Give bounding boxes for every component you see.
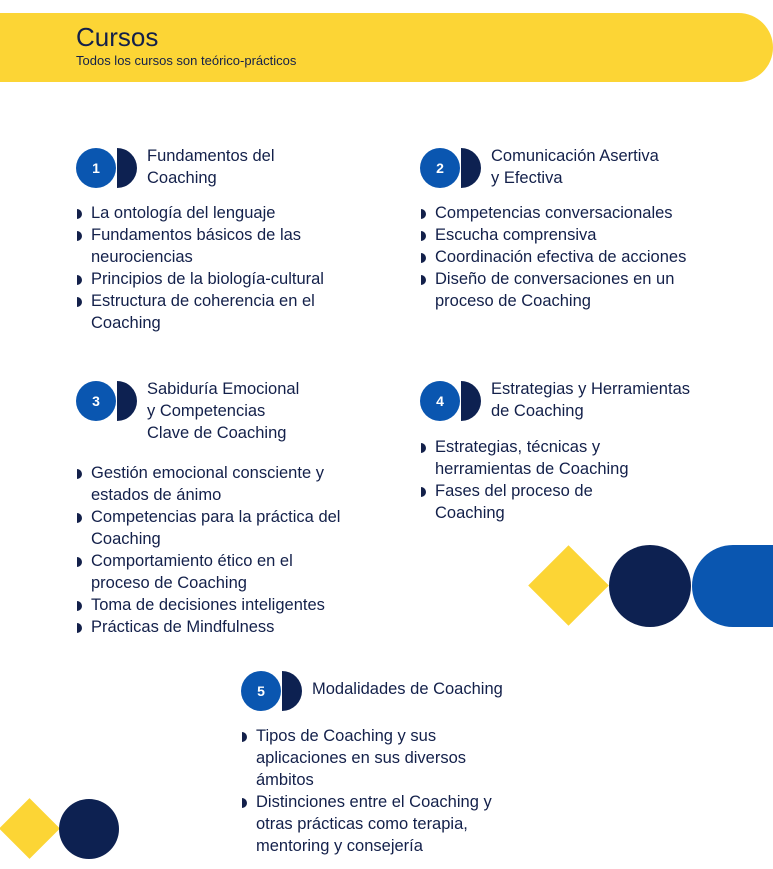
course-topics [420,436,665,524]
list-item: Competencias conversacionales [420,202,710,224]
list-item: Distinciones entre el Coaching y otras prácticas como terapia, mentoring y consejería [241,791,513,857]
yellow-diamond-shape [0,798,60,859]
list-item: Estructura de coherencia en el Coaching [76,290,336,334]
bullet-icon [77,275,82,285]
bullet-icon [421,209,426,219]
course-3 [76,380,366,636]
list-item: Toma de decisiones inteligentes [76,594,356,616]
course-2 [420,147,740,310]
bullet-icon [242,732,247,742]
list-item: Gestión emocional consciente y estados de ánimo [76,462,356,506]
course-number-badge: 3 [76,381,137,422]
bullet-icon [77,231,82,241]
navy-circle-shape [59,799,119,859]
course-title: Fundamentos del Coaching [147,147,275,187]
bullet-icon [242,798,247,808]
bullet-icon [77,601,82,611]
course-number-badge: 4 [420,381,481,422]
course-title: Estrategias y Herramientas de Coaching [491,380,690,420]
list-item: Coordinación efectiva de acciones [420,246,710,268]
course-number-badge: 5 [241,671,302,712]
bullet-icon [421,275,426,285]
page-subtitle: Todos los cursos son teórico-prácticos [76,53,297,68]
course-number-badge: 1 [76,148,137,189]
blue-rounded-shape [692,545,773,627]
list-item: Fases del proceso de Coaching [420,480,665,524]
course-5 [241,671,541,855]
list-item: Competencias para la práctica del Coaching [76,506,356,550]
course-title: Comunicación Asertiva y Efectiva [491,147,659,187]
list-item: Tipos de Coaching y sus aplicaciones en sus diversos ámbitos [241,725,513,791]
list-item: La ontología del lenguaje [76,202,336,224]
navy-circle-shape [609,545,691,627]
bullet-icon [421,487,426,497]
bullet-icon [421,231,426,241]
bullet-icon [77,513,82,523]
list-item: Diseño de conversaciones en un proceso de Coaching [420,268,710,312]
course-topics [76,202,336,334]
list-item: Principios de la biología-cultural [76,268,336,290]
list-item: Escucha comprensiva [420,224,710,246]
course-topics [420,202,710,312]
course-4 [420,380,740,522]
course-title: Modalidades de Coaching [312,680,503,698]
bullet-icon [77,623,82,633]
bullet-icon [421,253,426,263]
yellow-diamond-shape [528,545,609,626]
bullet-icon [77,297,82,307]
list-item: Prácticas de Mindfulness [76,616,356,638]
course-topics [241,725,513,857]
bullet-icon [421,443,426,453]
course-topics [76,462,356,638]
bullet-icon [77,557,82,567]
list-item: Comportamiento ético en el proceso de Coaching [76,550,356,594]
course-title: Sabiduría Emocional y Competencias Clave de Coaching [147,380,300,442]
course-1 [76,147,366,332]
bullet-icon [77,209,82,219]
list-item: Estrategias, técnicas y herramientas de Coaching [420,436,665,480]
course-number-badge: 2 [420,148,481,189]
page-title: Cursos [76,22,159,52]
list-item: Fundamentos básicos de las neurociencias [76,224,336,268]
bullet-icon [77,469,82,479]
